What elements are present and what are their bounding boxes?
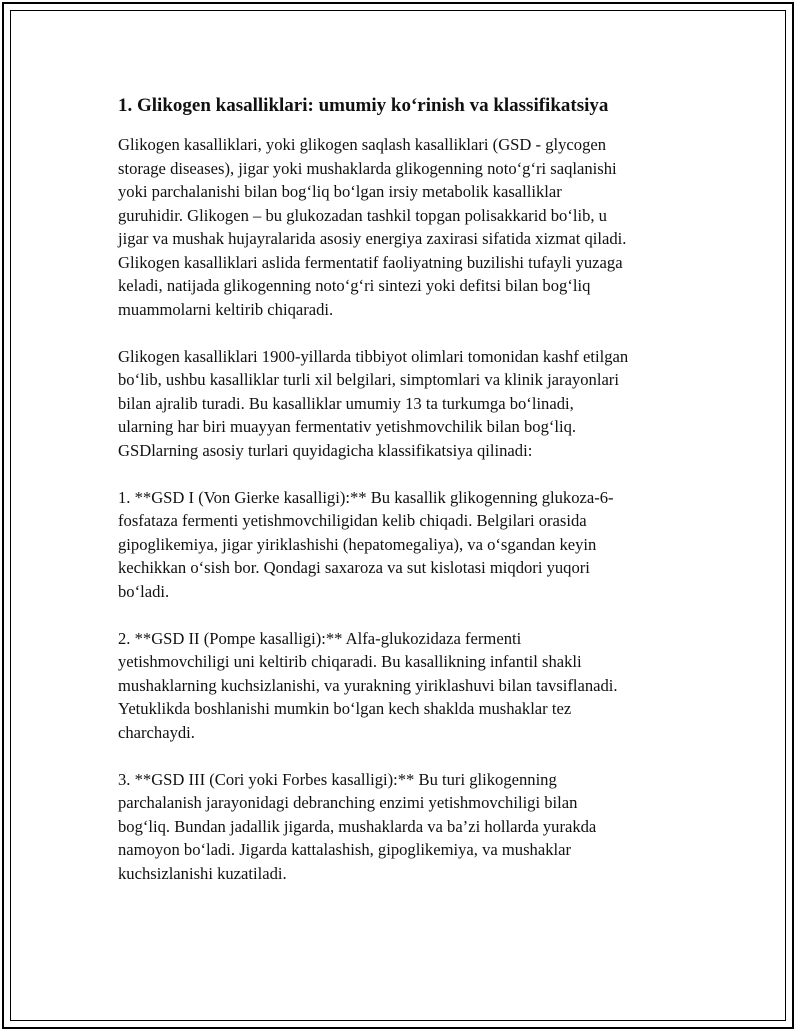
paragraph <box>118 133 688 321</box>
text-line: bo‘lib, ushbu kasalliklar turli xil belgilari, simptomlari va klinik jarayonlari <box>118 370 619 389</box>
text-line: bo‘ladi. <box>118 581 170 601</box>
text-line: keladi, natijada glikogenning noto‘g‘ri sintezi yoki defitsi bilan bog‘liq <box>118 276 591 295</box>
text-line: bog‘liq. Bundan jadallik jigarda, mushaklarda va ba’zi hollarda yurakda <box>118 816 597 836</box>
text-line: namoyon bo‘ladi. Jigarda kattalashish, gipoglikemiya, va mushaklar <box>118 840 571 859</box>
text-line: 1. **GSD I (Von Gierke kasalligi):** Bu kasallik glikogenning glukoza-6- <box>118 487 614 507</box>
text-line: yoki parchalanishi bilan bog‘liq bo‘lgan irsiy metabolik kasalliklar <box>118 182 562 201</box>
text-line: Yetuklikda boshlanishi mumkin bo‘lgan kech shaklda mushaklar tez <box>118 699 572 718</box>
text-line: mushaklarning kuchsizlanishi, va yurakning yiriklashuvi bilan tavsiflanadi. <box>118 675 618 695</box>
text-line: 3. **GSD III (Cori yoki Forbes kasalligi):** Bu turi glikogenning <box>118 769 557 789</box>
text-line: charchaydi. <box>118 722 195 742</box>
paragraph <box>118 486 688 604</box>
text-line: Glikogen kasalliklari 1900-yillarda tibbiyot olimlari tomonidan kashf etilgan <box>118 346 629 366</box>
text-line: 2. **GSD II (Pompe kasalligi):** Alfa-glukozidaza fermenti <box>118 628 522 648</box>
paragraph <box>118 345 688 463</box>
text-line: Glikogen kasalliklari, yoki glikogen saqlash kasalliklari (GSD - glycogen <box>118 135 607 154</box>
paragraph-list <box>118 133 688 885</box>
paragraph <box>118 768 688 886</box>
text-line: fosfataza fermenti yetishmovchiligidan kelib chiqadi. Belgilari orasida <box>118 511 587 530</box>
text-line: kechikkan o‘sish bor. Qondagi saxaroza va sut kislotasi miqdori yuqori <box>118 558 590 577</box>
text-line: yetishmovchiligi uni keltirib chiqaradi. Bu kasallikning infantil shakli <box>118 652 582 671</box>
document-body <box>118 94 688 909</box>
text-line: ularning har biri muayyan fermentativ yetishmovchilik bilan bog‘liq. <box>118 417 577 436</box>
text-line: Glikogen kasalliklari aslida fermentatif faoliyatning buzilishi tufayli yuzaga <box>118 252 623 272</box>
text-line: kuchsizlanishi kuzatiladi. <box>118 863 287 883</box>
text-line: muammolarni keltirib chiqaradi. <box>118 299 334 319</box>
paragraph <box>118 627 688 745</box>
text-line: jigar va mushak hujayralarida asosiy energiya zaxirasi sifatida xizmat qiladi. <box>118 229 627 248</box>
section-heading: 1. Glikogen kasalliklari: umumiy ko‘rinish va klassifikatsiya <box>118 95 609 116</box>
text-line: parchalanish jarayonidagi debranching enzimi yetishmovchiligi bilan <box>118 793 578 812</box>
text-line: gipoglikemiya, jigar yiriklashishi (hepatomegaliya), va o‘sgandan keyin <box>118 534 597 554</box>
text-line: guruhidir. Glikogen – bu glukozadan tashkil topgan polisakkarid bo‘lib, u <box>118 205 607 225</box>
text-line: storage diseases), jigar yoki mushaklarda glikogenning noto‘g‘ri saqlanishi <box>118 158 617 178</box>
text-line: GSDlarning asosiy turlari quyidagicha klassifikatsiya qilinadi: <box>118 440 533 460</box>
text-line: bilan ajralib turadi. Bu kasalliklar umumiy 13 ta turkumga bo‘linadi, <box>118 393 574 413</box>
